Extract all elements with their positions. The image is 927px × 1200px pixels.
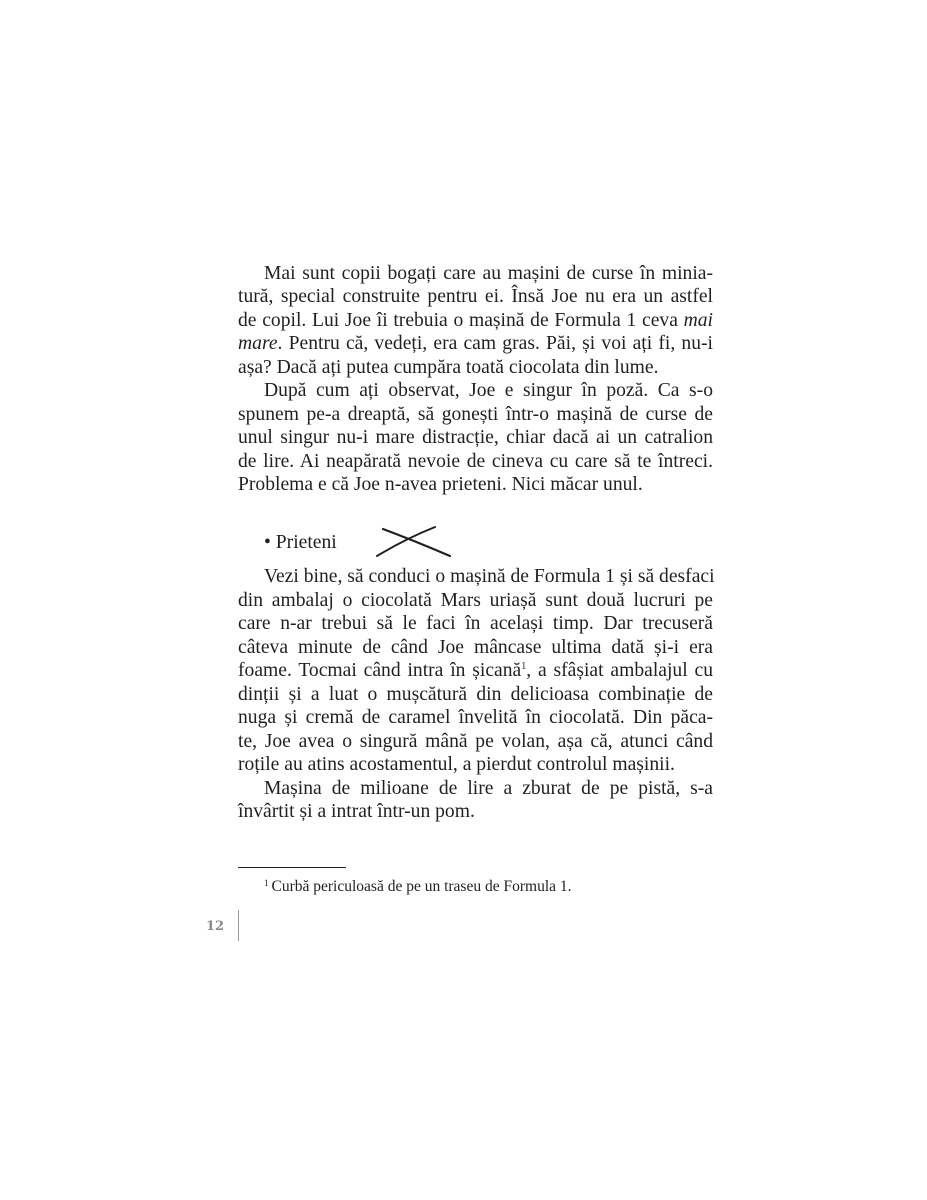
text-line bbox=[238, 706, 713, 730]
text-segment: câteva minute de când Joe mâncase ultima dată și-i era bbox=[238, 636, 713, 658]
text-line bbox=[238, 612, 713, 636]
text-segment: spunem pe-a dreaptă, să gonești într-o mașină de curse de bbox=[238, 403, 713, 425]
text-segment: te, Joe avea o singură mână pe volan, așa că, atunci când bbox=[238, 730, 713, 752]
footnote bbox=[264, 874, 572, 896]
bullet: • bbox=[264, 532, 271, 553]
text-segment: de lire. Ai neapărată nevoie de cineva cu care să te întreci. bbox=[238, 450, 713, 472]
text-segment: nuga și cremă de caramel învelită în ciocolată. Din păca- bbox=[238, 707, 713, 728]
text-line bbox=[238, 450, 713, 474]
footnote-text: Curbă periculoasă de pe un traseu de Formula 1. bbox=[271, 878, 572, 895]
text-segment: roțile au atins acostamentul, a pierdut controlul mașinii. bbox=[238, 754, 675, 775]
text-segment: de copil. Lui Joe îi trebuia o mașină de Formula 1 ceva bbox=[238, 309, 684, 331]
text-segment: După cum ați observat, Joe e singur în poză. Ca s-o bbox=[264, 380, 713, 401]
text-line bbox=[264, 379, 713, 403]
text-line bbox=[238, 473, 713, 497]
cross-mark-icon bbox=[375, 525, 453, 559]
text-segment: unul singur nu-i mare distracție, chiar dacă ai un catralion bbox=[238, 427, 713, 448]
text-segment: din ambalaj o ciocolată Mars uriașă sunt două lucruri pe bbox=[238, 589, 713, 611]
text-segment: , a sfâșiat ambalajul cu bbox=[526, 660, 713, 681]
text-line bbox=[238, 309, 713, 333]
text-segment: Problema e că Joe n-avea prieteni. Nici măcar unul. bbox=[238, 474, 643, 495]
italic-text: mare bbox=[238, 333, 278, 354]
text-line bbox=[238, 332, 713, 356]
text-line bbox=[238, 285, 713, 309]
text-line bbox=[264, 262, 713, 286]
page-number-rule bbox=[238, 910, 239, 941]
footnote-number: 1 bbox=[264, 878, 269, 888]
text-segment: foame. Tocmai când intra în șicană bbox=[238, 660, 522, 681]
page-number: 12 bbox=[206, 919, 225, 934]
text-line bbox=[238, 403, 713, 427]
text-line bbox=[238, 589, 713, 613]
text-segment: care n-ar trebui să le faci în același timp. Dar trecuseră bbox=[238, 613, 713, 634]
text-line bbox=[238, 730, 713, 754]
text-line bbox=[238, 683, 713, 707]
text-line bbox=[238, 753, 713, 777]
text-segment: . Pentru că, vedeți, era cam gras. Păi, și voi ați fi, nu-i bbox=[277, 333, 713, 354]
text-segment: Mai sunt copii bogați care au mașini de curse în minia- bbox=[264, 262, 713, 284]
text-line bbox=[238, 659, 713, 683]
text-segment: Mașina de milioane de lire a zburat de pe pistă, s-a bbox=[264, 777, 713, 799]
text-segment: dinții și a luat o mușcătură din delicioasa combinație de bbox=[238, 683, 713, 705]
text-segment: așa? Dacă ați putea cumpăra toată ciocolata din lume. bbox=[238, 356, 659, 378]
text-line bbox=[264, 565, 713, 589]
text-line bbox=[238, 426, 713, 450]
text-line bbox=[238, 636, 713, 660]
text-line bbox=[238, 800, 713, 824]
text-line bbox=[238, 356, 713, 380]
italic-text: mai bbox=[683, 309, 713, 331]
footnote-reference: 1 bbox=[521, 661, 527, 672]
text-segment: Vezi bine, să conduci o mașină de Formula 1 și să desfaci bbox=[264, 566, 715, 587]
text-segment: învârtit și a intrat într-un pom. bbox=[238, 801, 475, 822]
text-line bbox=[264, 777, 713, 801]
footnote-divider bbox=[238, 867, 346, 868]
list-item-prieteni bbox=[264, 531, 337, 555]
list-item-label: Prieteni bbox=[275, 532, 337, 553]
text-segment: tură, special construite pentru ei. Însă Joe nu era un astfel bbox=[238, 286, 713, 307]
